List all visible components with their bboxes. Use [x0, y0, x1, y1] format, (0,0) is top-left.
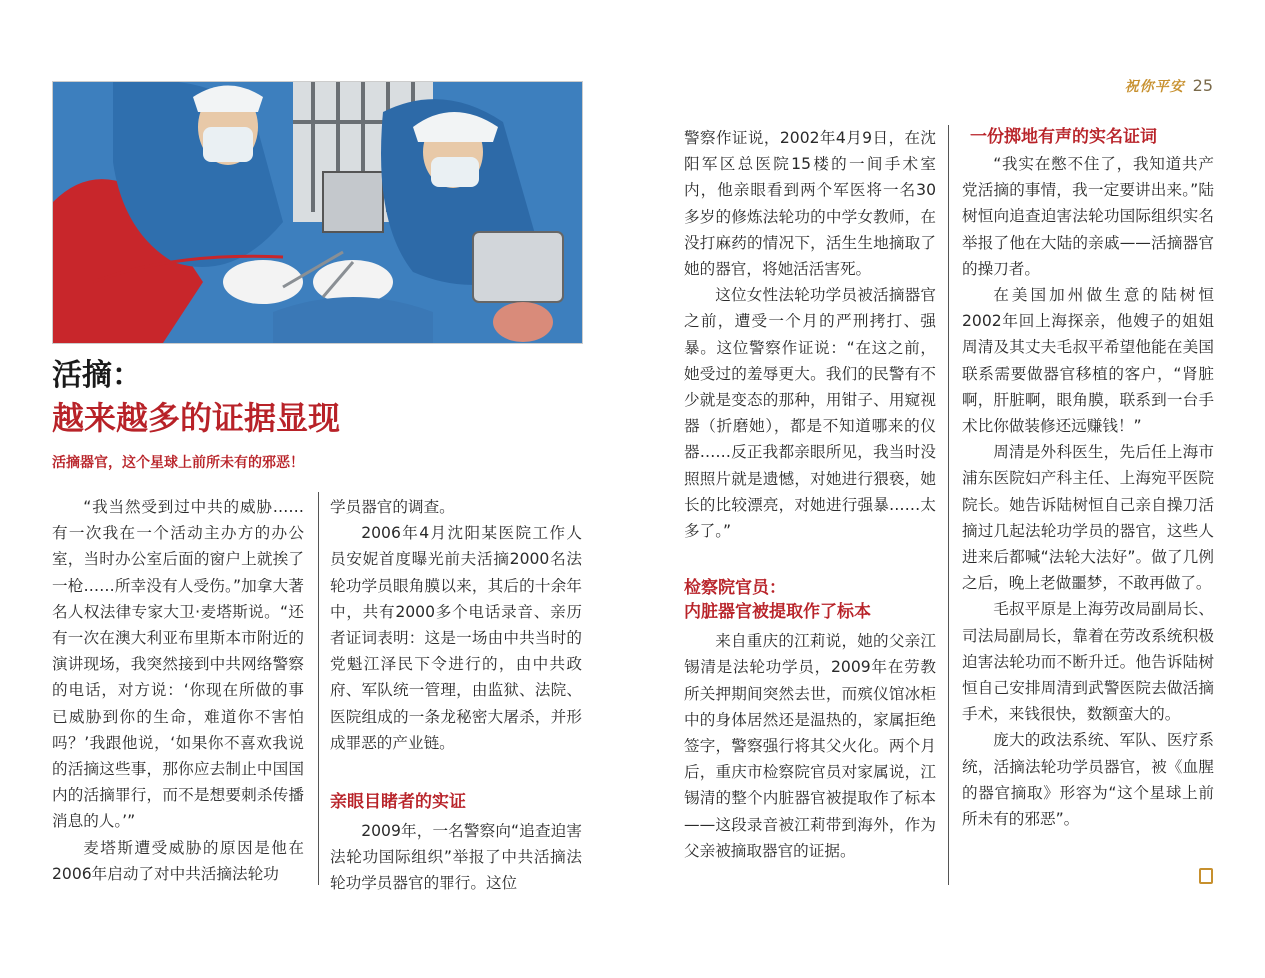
paragraph: 学员器官的调查。: [330, 498, 455, 516]
page-header: [1125, 76, 1213, 96]
paragraph: 麦塔斯遭受威胁的原因是他在2006年启动了对中共活摘法轮功: [52, 838, 304, 883]
column-rule: [318, 492, 319, 885]
subheadline: 活摘器官，这个星球上前所未有的邪恶！: [52, 455, 304, 471]
headline-line2: 越来越多的证据显现: [52, 399, 341, 437]
paragraph: “我实在憋不住了，我知道共产党活摘的事情，我一定要讲出来。”陆树恒向追查迫害法轮功国际组织实名举报了他在大陆的亲戚——活摘器官的操刀者。: [962, 155, 1214, 278]
end-mark-icon: [1199, 868, 1213, 884]
paragraph: 毛叔平原是上海劳改局副局长、司法局副局长，靠着在劳改系统积极迫害法轮功而不断升迁。他告诉陆树恒自己安排周清到武警医院去做活摘手术，来钱很快，数额蛮大的。: [962, 600, 1214, 724]
section-heading: 亲眼目睹者的实证: [330, 792, 466, 813]
column-1: [52, 494, 304, 887]
headline-line1: 活摘：: [52, 358, 142, 393]
section-heading: 一份掷地有声的实名证词: [970, 127, 1157, 147]
header-brand: 祝你平安: [1124, 79, 1185, 95]
paragraph: 周清是外科医生，先后任上海市浦东医院妇产科主任、上海宛平医院院长。她告诉陆树恒自己亲自操刀活摘过几起法轮功学员的器官，这些人进来后都喊“法轮大法好”。做了几例之后，晚上老做噩梦，不敢再做了。: [962, 443, 1214, 593]
paragraph: “我当然受到过中共的威胁……有一次我在一个活动主办方的办公室，当时办公室后面的窗户上就挨了一枪……所幸没有人受伤。”加拿大著名人权法律专家大卫·麦塔斯说。“还有一次在澳大利亚布里斯本市附近的演讲现场，我突然接到中共网络警察的电话，对方说：‘你现在所做的事已威胁到你的生命，难道你不害怕吗？’我跟他说，‘如果你不喜欢我说的活摘这些事，那你应去制止中国国内的活摘罪行，而不是想要刺杀传播消息的人。’”: [52, 498, 304, 831]
column-rule: [948, 125, 949, 885]
surgery-illustration: [52, 81, 583, 344]
paragraph: 2009年，一名警察向“追查迫害法轮功国际组织”举报了中共活摘法轮功学员器官的罪行。这位: [330, 822, 582, 893]
section-heading: 检察院官员：: [684, 578, 786, 599]
paragraph: 在美国加州做生意的陆树恒2002年回上海探亲，他嫂子的姐姐周清及其丈夫毛叔平希望他能在美国联系需要做器官移植的客户，“肾脏啊，肝脏啊，眼角膜，联系到一台手术比你做装修还远赚钱！”: [962, 286, 1214, 436]
paragraph: 2006年4月沈阳某医院工作人员安妮首度曝光前夫活摘2000名法轮功学员眼角膜以来，其后的十余年中，共有2000多个电话录音、亲历者证词表明：这是一场由中共当时的党魁江泽民下令进行的，由中共政府、军队统一管理，由监狱、法院、医院组成的一条龙秘密大屠杀，并形成罪恶的产业链。: [330, 524, 582, 752]
paragraph: 庞大的政法系统、军队、医疗系统，活摘法轮功学员器官，被《血腥的器官摘取》形容为“这个星球上前所未有的邪恶”。: [962, 731, 1214, 829]
page-number: 25: [1192, 76, 1213, 95]
paragraph: 警察作证说，2002年4月9日，在沈阳军区总医院15楼的一间手术室内，他亲眼看到两个军医将一名30多岁的修炼法轮功的中学女教师，在没打麻药的情况下，活生生地摘取了她的器官，将她活活害死。: [684, 129, 936, 279]
paragraph: 这位女性法轮功学员被活摘器官之前，遭受一个月的严刑拷打、强暴。这位警察作证说：“在这之前，她受过的羞辱更大。我们的民警有不少就是变态的那种，用钳子、用窥视器（折磨她），都是不知道哪来的仪器……反正我都亲眼所见，我当时没照照片就是遗憾，对她进行猥亵，她长的比较漂亮，对她进行强暴……太多了。”: [684, 286, 936, 541]
section-heading: 内脏器官被提取作了标本: [684, 602, 871, 623]
column-4: [962, 125, 1214, 832]
column-3: [684, 125, 936, 864]
paragraph: 来自重庆的江莉说，她的父亲江锡清是法轮功学员，2009年在劳教所关押期间突然去世，而殡仪馆冰柜中的身体居然还是温热的，家属拒绝签字，警察强行将其父火化。两个月后，重庆市检察院官员对家属说，江锡清的整个内脏器官被提取作了标本——这段录音被江莉带到海外，作为父亲被摘取器官的证据。: [684, 632, 936, 860]
column-2: [330, 494, 582, 897]
